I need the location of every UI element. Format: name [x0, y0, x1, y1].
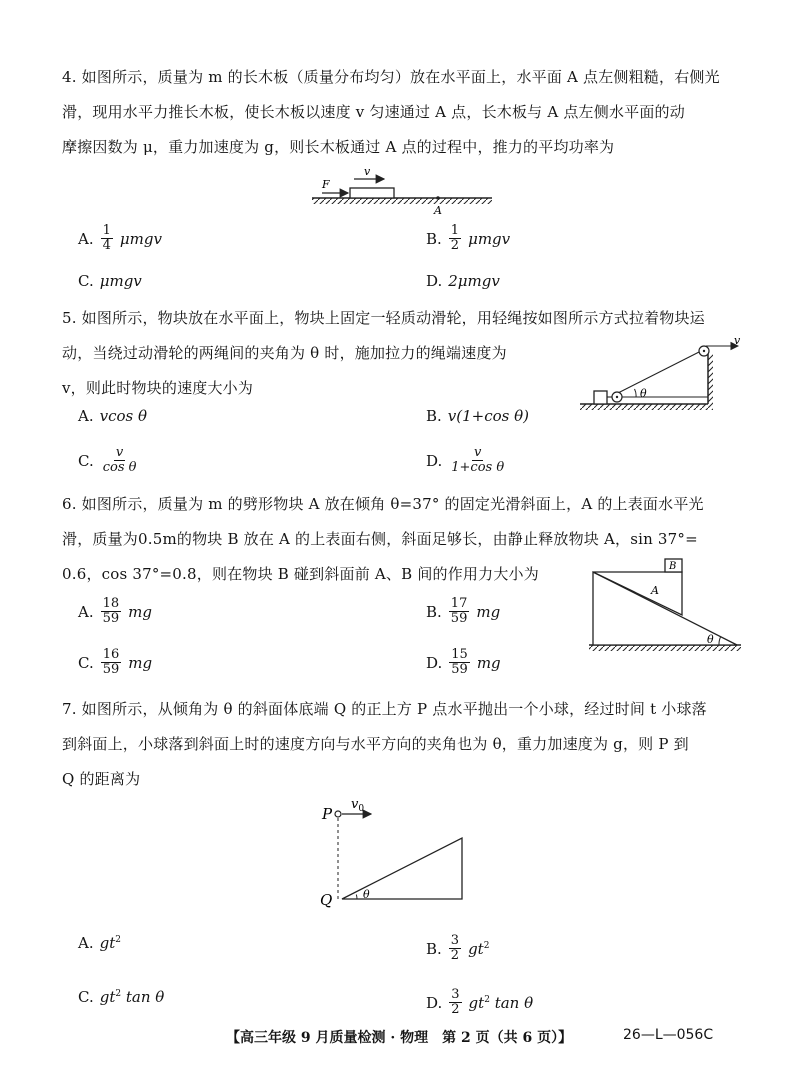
- q4-point-a-label: A: [434, 204, 442, 217]
- q6-option-a-fraction: $\frac{18}{59}$: [102, 596, 120, 626]
- q7-angle-label: θ: [363, 888, 370, 901]
- q7-option-a[interactable]: A. $gt^2$: [78, 934, 121, 952]
- q5-angle-label: θ: [640, 387, 647, 400]
- q7-option-b[interactable]: B. $\frac{3}{2}$ $gt^2$: [426, 933, 490, 963]
- q5-option-a[interactable]: A. vcos θ: [78, 407, 148, 425]
- q5-rope-upper: [618, 350, 703, 393]
- q6-angle-label: θ: [707, 633, 714, 646]
- q5-angle-arc: [635, 389, 637, 397]
- q6-option-d[interactable]: D. $\frac{15}{59}$ mg: [426, 647, 501, 677]
- q7-point-p: [335, 811, 341, 817]
- q5-block: [594, 391, 607, 404]
- footer-title: 【高三年级 9 月质量检测 · 物理 第 2 页（共 6 页）】: [226, 1030, 573, 1046]
- q5-figure: [570, 336, 750, 412]
- q6-option-c[interactable]: C. $\frac{16}{59}$ mg: [78, 647, 153, 677]
- footer-code: 26—L—056C: [623, 1027, 714, 1043]
- q4-figure: [300, 164, 500, 220]
- q4-velocity-label: v: [364, 165, 371, 178]
- page-footer: [0, 1027, 800, 1051]
- q7-line-1: 7. 如图所示，从倾角为 θ 的斜面体底端 Q 的正上方 P 点水平抛出一个小球，经过时间 t 小球落: [62, 700, 707, 718]
- q6-ground-hatch: [589, 645, 741, 651]
- q7-option-d-fraction: $\frac{3}{2}$: [451, 987, 460, 1017]
- q7-v0-label: $v_0$: [351, 797, 365, 814]
- q6-wedge-a-label: A: [651, 584, 659, 597]
- q7-option-d[interactable]: D. $\frac{3}{2}$ $gt^2$ tan θ: [426, 987, 534, 1017]
- q5-option-c-fraction: $\frac{v}{\text{cos θ}}$: [102, 445, 137, 475]
- q6-figure: [585, 557, 745, 655]
- q4-point-a: [436, 196, 440, 200]
- q4-option-b-fraction: $\frac{1}{2}$: [450, 223, 460, 253]
- q5-option-b[interactable]: B. v(1+cos θ): [426, 407, 530, 425]
- q6-option-b[interactable]: B. $\frac{17}{59}$ mg: [426, 596, 501, 626]
- q7-point-q-label: Q: [320, 891, 333, 909]
- q5-line-3: v，则此时物块的速度大小为: [62, 379, 254, 397]
- q6-line-3: 0.6，cos 37°=0.8，则在物块 B 碰到斜面前 A、B 间的作用力大小为: [62, 565, 539, 583]
- q4-line-2: 滑，现用水平力推长木板，使长木板以速度 v 匀速通过 A 点，长木板与 A 点左侧水平面的动: [62, 103, 685, 121]
- q6-option-a[interactable]: A. $\frac{18}{59}$ mg: [78, 596, 152, 626]
- q7-figure: [315, 790, 475, 920]
- q4-option-a[interactable]: A. $\frac{1}{4}$ μmgv: [78, 223, 162, 253]
- q6-option-d-fraction: $\frac{15}{59}$: [451, 647, 468, 677]
- q4-option-c[interactable]: C. μmgv: [78, 272, 142, 290]
- q6-option-b-fraction: $\frac{17}{59}$: [450, 596, 468, 626]
- q7-line-3: Q 的距离为: [62, 770, 141, 788]
- q6-option-c-fraction: $\frac{16}{59}$: [102, 647, 120, 677]
- question-7-text: [62, 692, 762, 797]
- q4-plank: [350, 188, 394, 198]
- q4-option-b[interactable]: B. $\frac{1}{2}$ μmgv: [426, 223, 511, 253]
- q7-option-b-fraction: $\frac{3}{2}$: [450, 933, 460, 963]
- q5-option-d[interactable]: D. $\frac{v}{\text{1+cos θ}}$: [426, 445, 505, 475]
- q5-option-c[interactable]: C. $\frac{v}{\text{cos θ}}$: [78, 445, 137, 475]
- q4-option-d[interactable]: D. 2μmgv: [426, 272, 500, 290]
- q5-velocity-label: v: [734, 336, 741, 347]
- q7-point-p-label: P: [322, 805, 333, 823]
- q4-option-a-fraction: $\frac{1}{4}$: [102, 223, 111, 253]
- q6-line-1: 6. 如图所示，质量为 m 的劈形物块 A 放在倾角 θ=37° 的固定光滑斜面上，A 的上表面水平光: [62, 495, 704, 513]
- q5-line-1: 5. 如图所示，物块放在水平面上，物块上固定一轻质动滑轮，用轻绳按如图所示方式拉着物块运: [62, 309, 705, 327]
- question-4-text: [62, 60, 762, 165]
- q7-incline: [342, 838, 462, 899]
- q4-force-label: F: [322, 178, 330, 191]
- q4-line-3: 摩擦因数为 μ，重力加速度为 g，则长木板通过 A 点的过程中，推力的平均功率为: [62, 138, 615, 156]
- q5-option-d-fraction: $\frac{v}{\text{1+cos θ}}$: [451, 445, 505, 475]
- q4-ground-hatch: [312, 198, 492, 204]
- q6-line-2: 滑，质量为0.5m的物块 B 放在 A 的上表面右侧，斜面足够长，由静止释放物块 A，sin 37°=: [62, 530, 698, 548]
- q5-line-2: 动，当绕过动滑轮的两绳间的夹角为 θ 时，施加拉力的绳端速度为: [62, 344, 507, 362]
- q7-option-c[interactable]: C. $gt^2$ tan θ: [78, 988, 165, 1006]
- q6-block-b-label: B: [669, 561, 677, 572]
- q4-line-1: 4. 如图所示，质量为 m 的长木板（质量分布均匀）放在水平面上，水平面 A 点左侧粗糙，右侧光: [62, 68, 720, 86]
- q7-line-2: 到斜面上，小球落到斜面上时的速度方向与水平方向的夹角也为 θ，重力加速度为 g，则 P 到: [62, 735, 689, 753]
- q5-ground-hatch: [580, 404, 713, 410]
